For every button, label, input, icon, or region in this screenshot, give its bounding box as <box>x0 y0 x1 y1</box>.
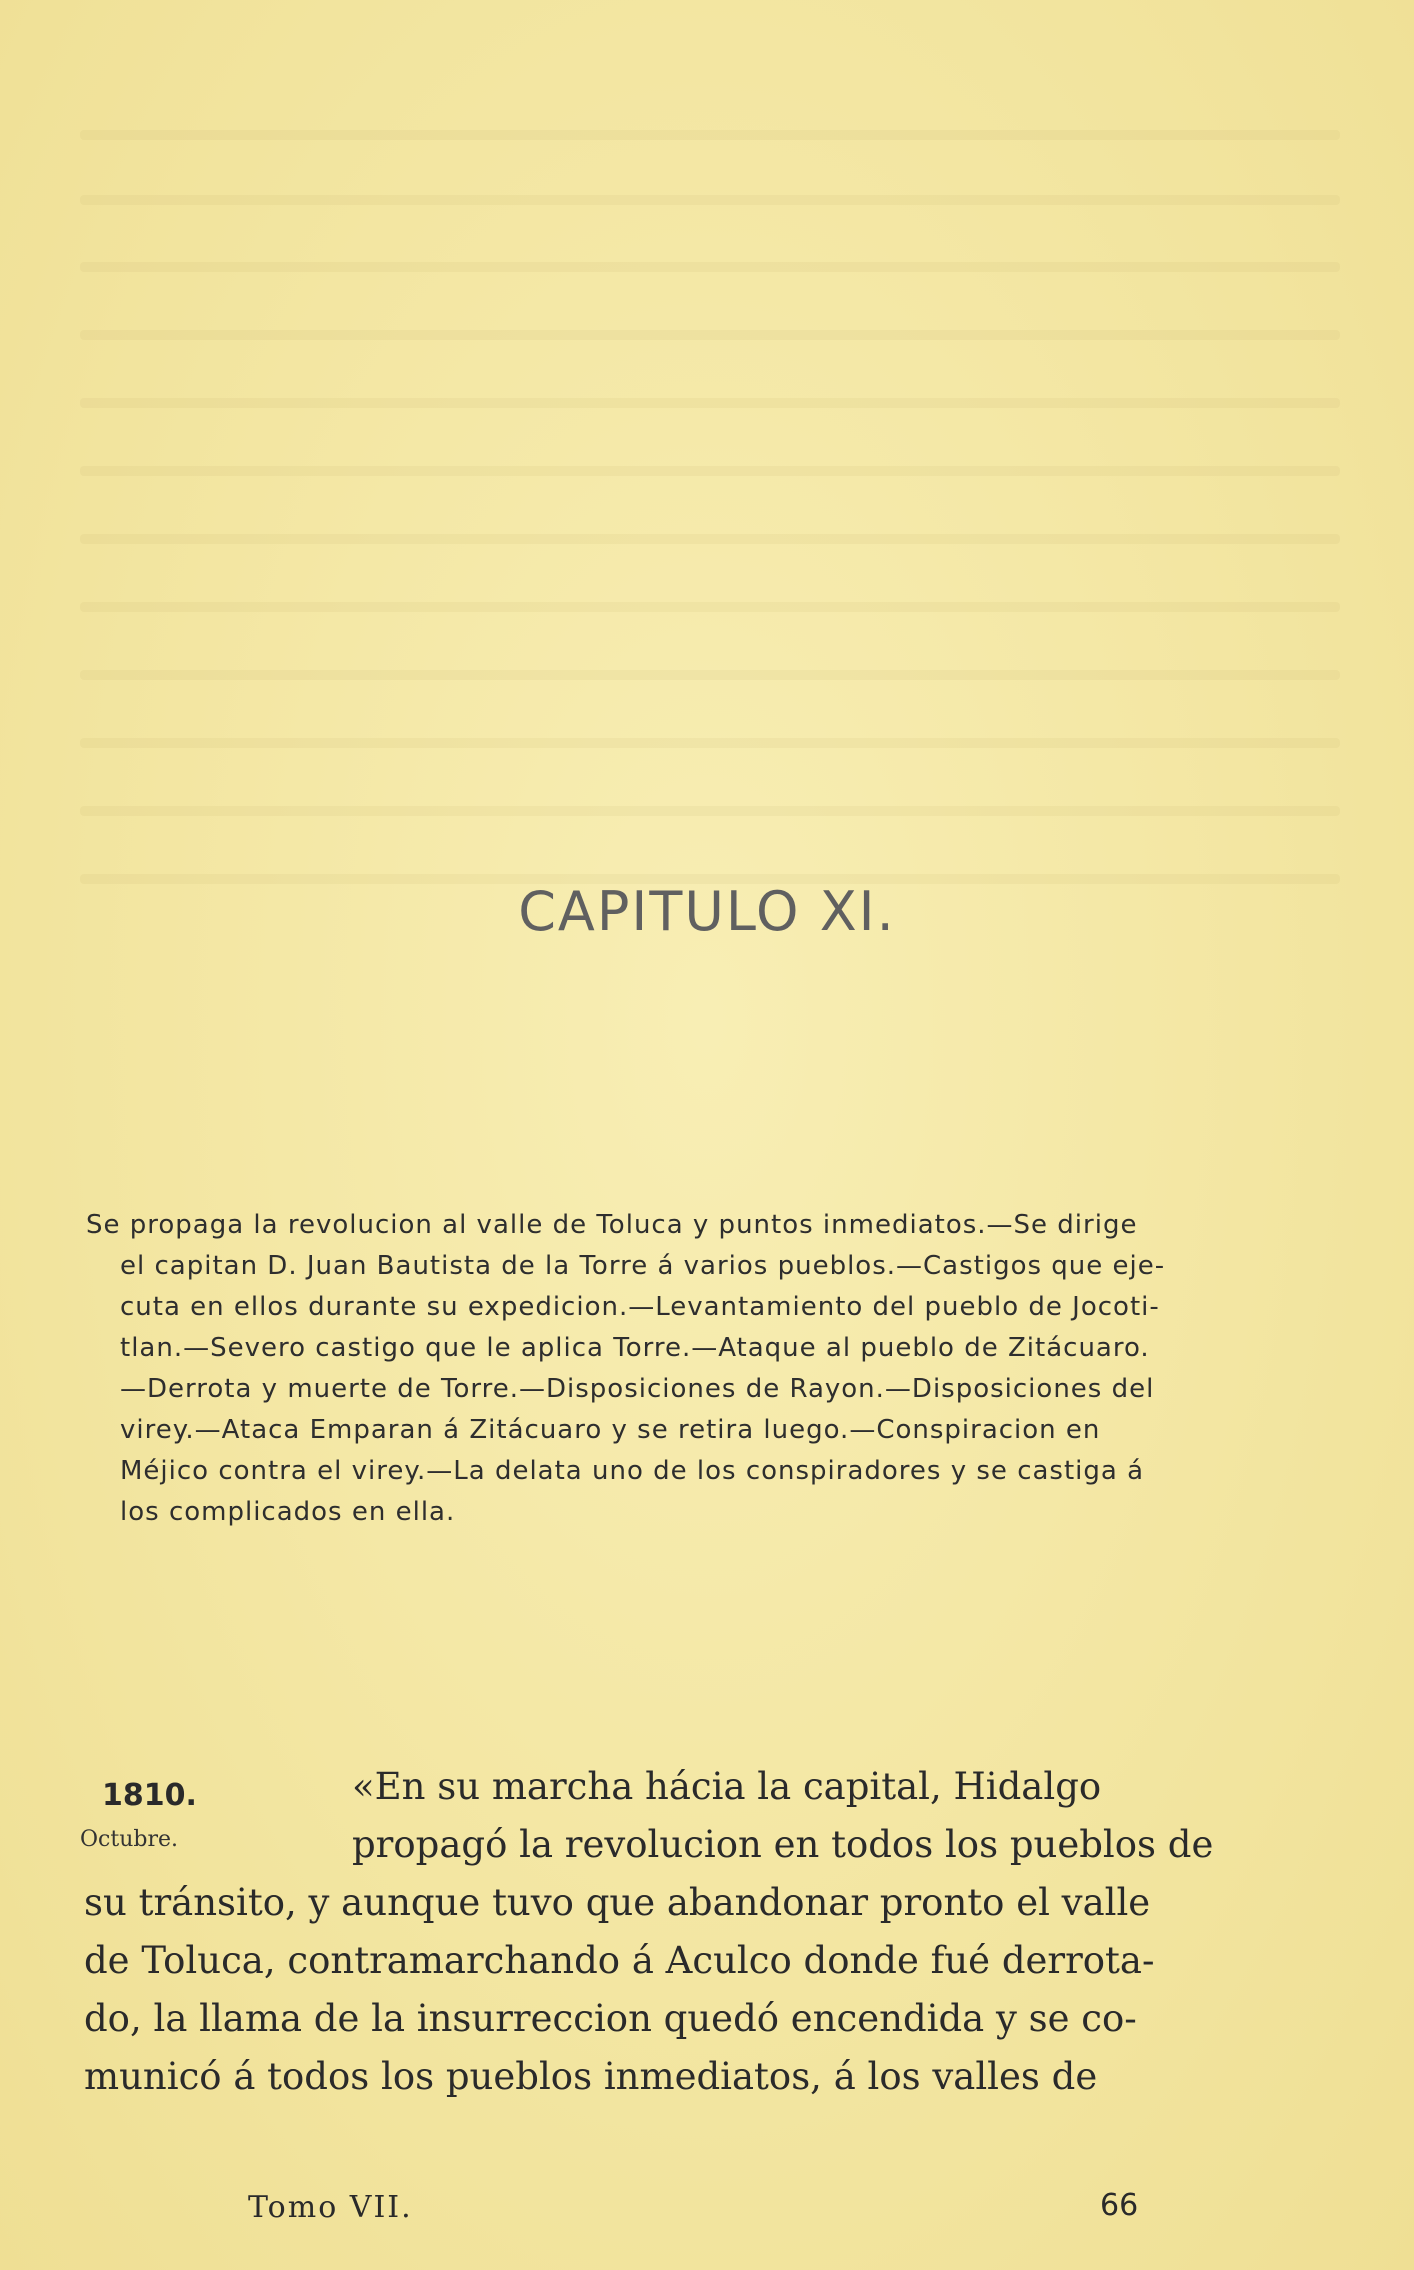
body-line: de Toluca, contramarchando á Aculco donde fué derrota- <box>84 1939 1155 1982</box>
bleed-through-line <box>80 466 1340 476</box>
body-text <box>84 1758 1324 2106</box>
page-number: 66 <box>1100 2188 1139 2223</box>
summary-line: el capitan D. Juan Bautista de la Torre á varios pueblos.—Castigos que eje- <box>120 1251 1166 1281</box>
margin-year: 1810. <box>102 1778 197 1813</box>
chapter-summary <box>86 1205 1356 1533</box>
chapter-title: CAPITULO XI. <box>518 880 896 943</box>
bleed-through-line <box>80 195 1340 205</box>
body-line: municó á todos los pueblos inmediatos, á los valles de <box>84 2055 1098 2098</box>
bleed-through-line <box>80 534 1340 544</box>
summary-line: Méjico contra el virey.—La delata uno de los conspiradores y se castiga á <box>120 1456 1145 1486</box>
body-line: su tránsito, y aunque tuvo que abandonar pronto el valle <box>84 1881 1151 1924</box>
body-line: do, la llama de la insurreccion quedó encendida y se co- <box>84 1997 1137 2040</box>
bleed-through-line <box>80 670 1340 680</box>
bleed-through-line <box>80 602 1340 612</box>
bleed-through-line <box>80 262 1340 272</box>
bleed-through-line <box>80 330 1340 340</box>
summary-line: virey.—Ataca Emparan á Zitácuaro y se retira luego.—Conspiracion en <box>120 1415 1101 1445</box>
summary-line: cuta en ellos durante su expedicion.—Levantamiento del pueblo de Jocoti- <box>120 1292 1160 1322</box>
bleed-through-line <box>80 806 1340 816</box>
body-line: «En su marcha hácia la capital, Hidalgo <box>352 1765 1102 1808</box>
summary-line: Se propaga la revolucion al valle de Toluca y puntos inmediatos.—Se dirige <box>86 1210 1138 1240</box>
body-line: propagó la revolucion en todos los pueblos de <box>352 1823 1214 1866</box>
summary-line: —Derrota y muerte de Torre.—Disposiciones de Rayon.—Disposiciones del <box>120 1374 1155 1404</box>
margin-month: Octubre. <box>80 1827 178 1852</box>
bleed-through-line <box>80 738 1340 748</box>
footer-volume: Tomo VII. <box>248 2190 413 2225</box>
bleed-through-line <box>80 130 1340 140</box>
summary-line: tlan.—Severo castigo que le aplica Torre.—Ataque al pueblo de Zitácuaro. <box>120 1333 1150 1363</box>
bleed-through-line <box>80 398 1340 408</box>
summary-line: los complicados en ella. <box>120 1497 456 1527</box>
